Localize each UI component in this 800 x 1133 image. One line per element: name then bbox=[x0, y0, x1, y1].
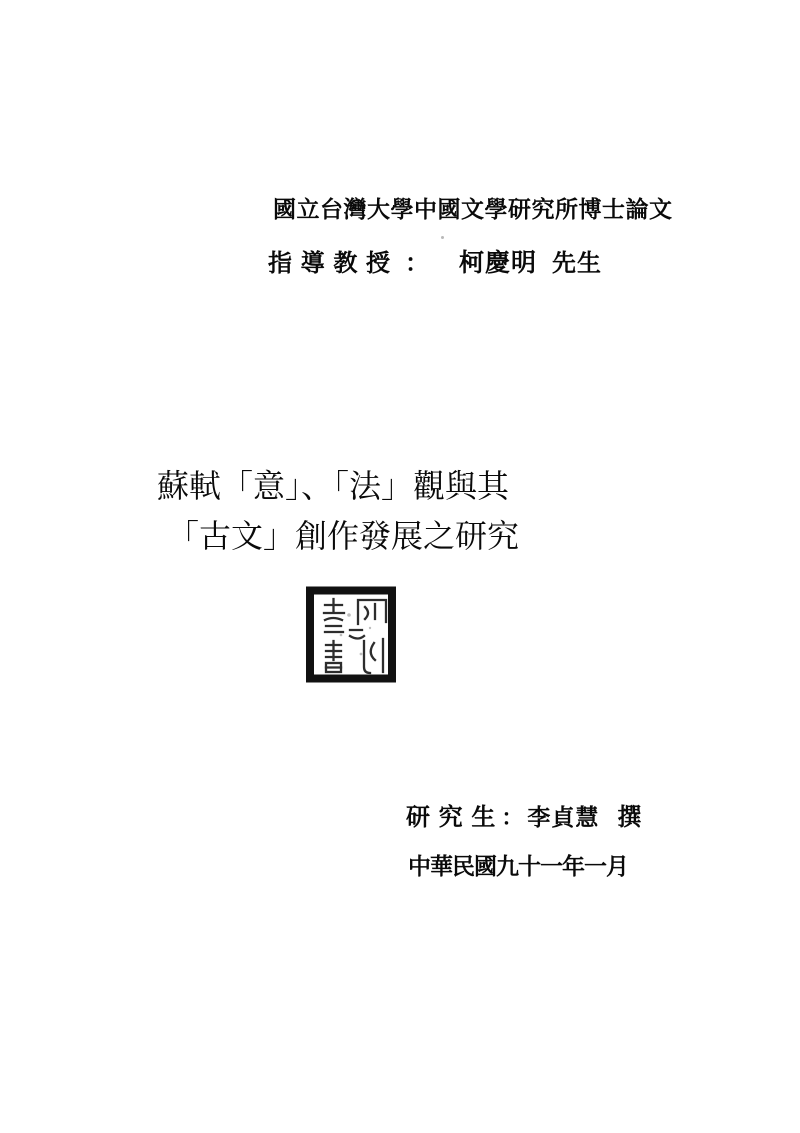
thesis-title-line-2: 「古文」創作發展之研究 bbox=[167, 518, 520, 554]
scan-speck bbox=[441, 236, 444, 239]
author-label: 研 究 生 bbox=[406, 804, 497, 831]
advisor-label: 指 導 教 授 bbox=[268, 250, 392, 277]
seal-stamp bbox=[304, 584, 398, 685]
advisor-colon: ： bbox=[405, 250, 430, 277]
author-suffix: 撰 bbox=[617, 804, 642, 831]
author-name: 李貞慧 bbox=[527, 805, 600, 830]
date-line: 中華民國九十一年一月 bbox=[408, 853, 628, 879]
advisor-name: 柯慶明 bbox=[459, 250, 538, 277]
thesis-title-line-1: 蘇軾「意」、「法」觀與其 bbox=[157, 468, 510, 504]
seal-stamp-icon bbox=[304, 584, 398, 685]
author-line bbox=[406, 797, 641, 832]
advisor-line bbox=[268, 243, 602, 279]
institution-line: 國立台灣大學中國文學研究所博士論文 bbox=[273, 196, 673, 222]
author-colon: ： bbox=[501, 805, 524, 830]
advisor-honorific: 先生 bbox=[552, 250, 603, 277]
